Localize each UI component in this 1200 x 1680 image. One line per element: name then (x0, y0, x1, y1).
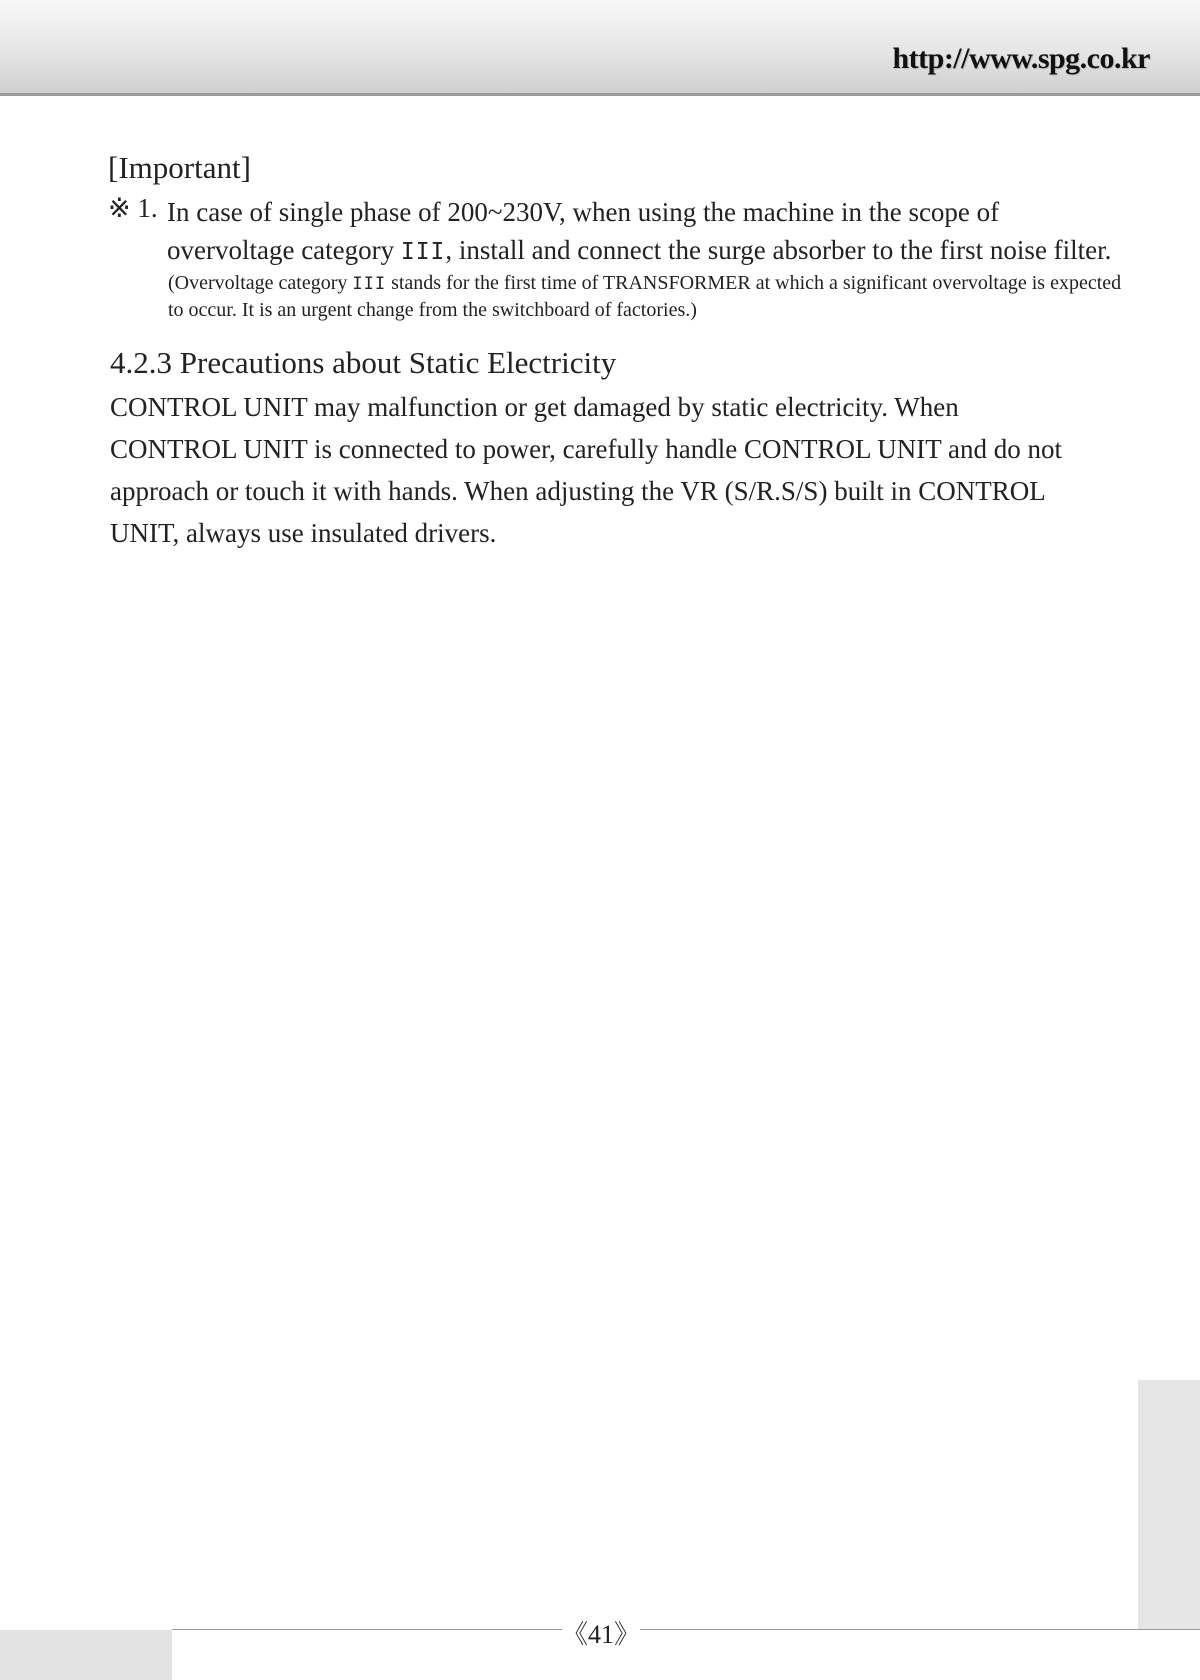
roman-numeral-three: III (400, 239, 446, 265)
body-line: approach or touch it with hands. When adjusting the VR (S/R.S/S) built in CONTROL (110, 476, 1046, 506)
note-sub-end: stands for the first time of TRANSFORMER at which a significant overvoltage is expected to occur. It is an urgent change from the switchboard of factories.) (168, 272, 1122, 321)
important-note-text (167, 193, 1127, 271)
footer-corner-block (0, 1630, 172, 1680)
body-line: CONTROL UNIT may malfunction or get damaged by static electricity. When (110, 392, 959, 422)
note-line-1: In case of single phase of 200~230V, when using the machine in the scope of (167, 197, 1000, 227)
section-body (110, 386, 1110, 554)
body-line: CONTROL UNIT is connected to power, carefully handle CONTROL UNIT and do not (110, 434, 1062, 464)
page-header-band (0, 0, 1200, 96)
important-note-explanation (168, 270, 1128, 323)
note-line-2-end: , install and connect the surge absorber to the first noise filter. (445, 235, 1112, 265)
important-title: [Important] (108, 150, 251, 185)
body-line: UNIT, always use insulated drivers. (110, 518, 497, 548)
footer-rule-right (640, 1629, 1200, 1630)
note-line-2-start: overvoltage category (167, 235, 401, 265)
section-heading: 4.2.3 Precautions about Static Electricity (110, 345, 617, 380)
page-number: 《41》 (562, 1614, 640, 1651)
roman-numeral-three-small: III (352, 274, 387, 294)
side-thumb-tab (1138, 1380, 1200, 1630)
note-marker: ※ 1. (108, 193, 158, 223)
note-sub-start: (Overvoltage category (168, 272, 353, 294)
footer-rule-left (172, 1629, 562, 1630)
note-line-2 (167, 231, 1127, 271)
header-url: http://www.spg.co.kr (892, 42, 1150, 75)
